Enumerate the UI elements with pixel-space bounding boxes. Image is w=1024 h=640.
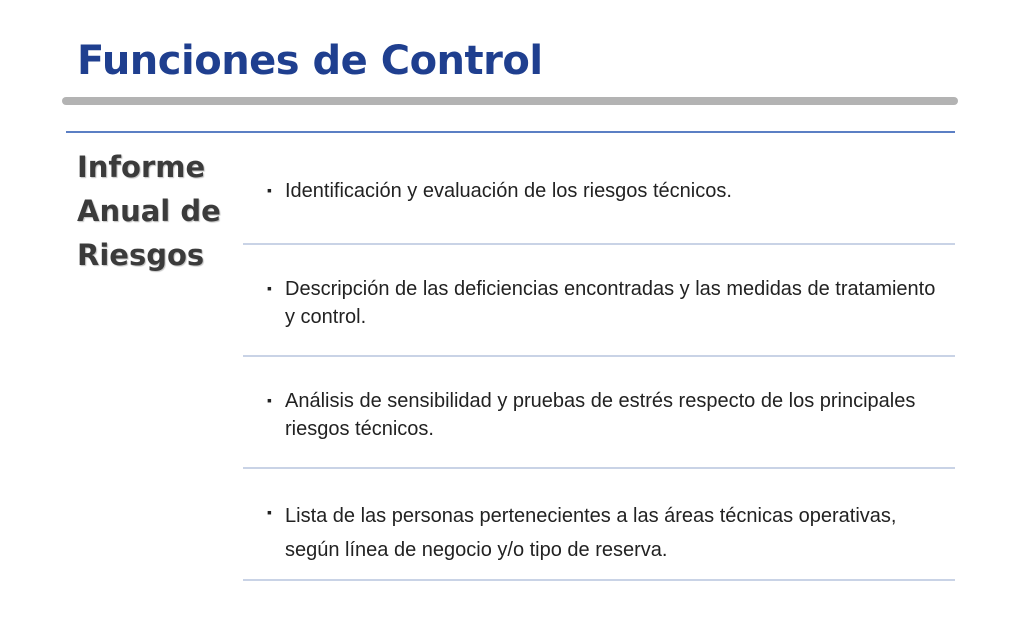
bullet-icon: ▪ [267,504,272,520]
list-item [243,469,955,581]
list-item-text: Identificación y evaluación de los riesgos técnicos. [285,180,732,202]
bullet-icon: ▪ [267,392,272,408]
list-item-text: Lista de las personas pertenecientes a las áreas técnicas operativas, según línea de negocio y/o tipo de reserva. [285,505,897,561]
slide-title: Funciones de Control [77,38,543,84]
list-item-text: Análisis de sensibilidad y pruebas de estrés respecto de los principales riesgos técnicos. [285,390,916,440]
list-item [243,133,955,245]
title-underline-bar [62,97,958,105]
bullet-icon: ▪ [267,280,272,296]
list-item [243,357,955,469]
list-item-text: Descripción de las deficiencias encontradas y las medidas de tratamiento y control. [285,278,936,328]
side-heading: Informe Anual de Riesgos [77,150,221,272]
list-item [243,245,955,357]
bullet-icon: ▪ [267,182,272,198]
